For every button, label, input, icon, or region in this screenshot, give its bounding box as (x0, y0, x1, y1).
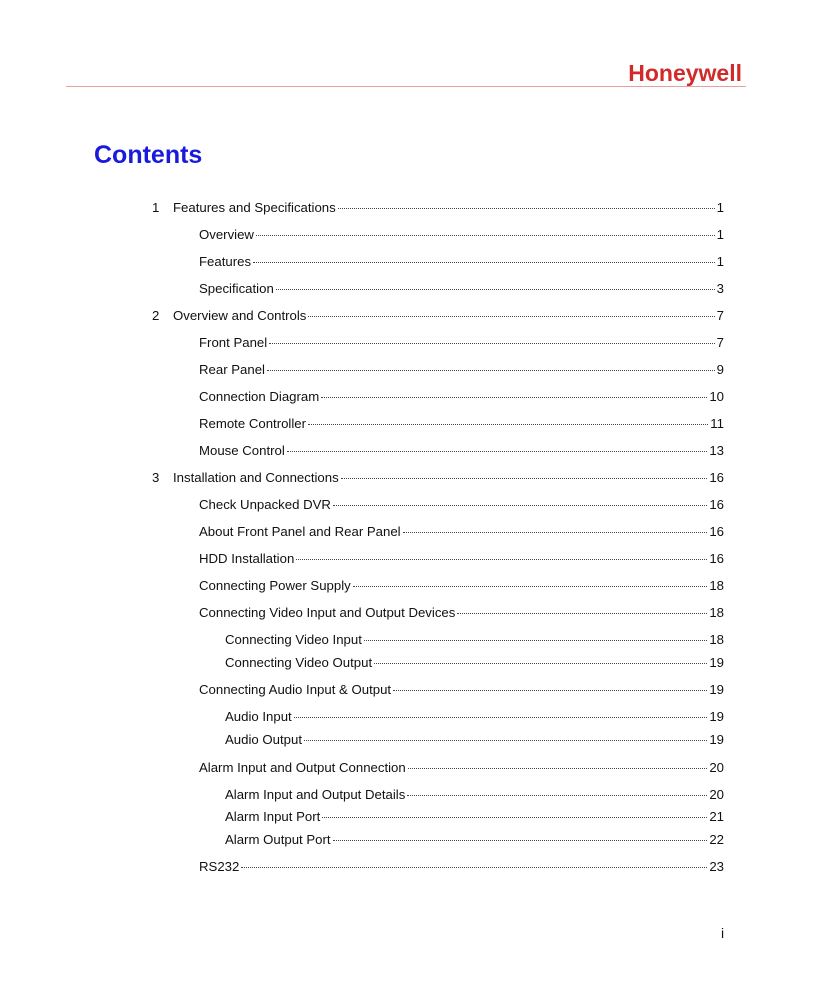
toc-entry-label: Remote Controller (199, 416, 307, 431)
toc-entry-page: 21 (709, 809, 724, 824)
toc-entry-page: 16 (709, 470, 724, 485)
toc-entry-page: 20 (709, 787, 724, 802)
toc-entry-label: About Front Panel and Rear Panel (199, 524, 401, 539)
toc-dot-leader (333, 840, 708, 841)
toc-entry-page: 1 (716, 200, 724, 215)
toc-entry[interactable] (152, 200, 724, 216)
toc-dot-leader (393, 690, 707, 691)
toc-entry[interactable] (199, 443, 724, 459)
toc-entry-page: 20 (709, 760, 724, 775)
toc-dot-leader (374, 663, 707, 664)
toc-entry[interactable] (199, 682, 724, 698)
toc-dot-leader (296, 559, 707, 560)
toc-entry[interactable] (225, 832, 724, 848)
toc-entry[interactable] (225, 809, 724, 825)
toc-entry-label: Alarm Input Port (225, 809, 321, 824)
toc-entry-page: 18 (709, 632, 724, 647)
toc-entry-page: 22 (709, 832, 724, 847)
toc-dot-leader (333, 505, 707, 506)
toc-entry-number: 3 (152, 470, 160, 485)
toc-entry-page: 16 (709, 524, 724, 539)
toc-dot-leader (321, 397, 707, 398)
toc-entry-page: 1 (716, 254, 724, 269)
toc-entry-page: 11 (710, 416, 724, 431)
toc-entry-page: 16 (709, 497, 724, 512)
toc-entry-page: 19 (709, 682, 724, 697)
toc-dot-leader (308, 424, 708, 425)
toc-entry-page: 10 (709, 389, 724, 404)
toc-entry-label: HDD Installation (199, 551, 295, 566)
toc-entry-page: 13 (709, 443, 724, 458)
toc-entry[interactable] (225, 787, 724, 803)
toc-entry-label: Rear Panel (199, 362, 265, 377)
toc-dot-leader (269, 343, 714, 344)
toc-entry-label: Connection Diagram (199, 389, 320, 404)
toc-entry-label: Overview (199, 227, 254, 242)
toc-dot-leader (353, 586, 708, 587)
toc-dot-leader (457, 613, 707, 614)
toc-dot-leader (256, 235, 715, 236)
toc-entry-number: 1 (152, 200, 160, 215)
toc-entry[interactable] (199, 416, 724, 432)
toc-entry[interactable] (199, 227, 724, 243)
toc-entry-label: Audio Input (225, 709, 292, 724)
toc-entry-page: 7 (716, 308, 724, 323)
page-title: Contents (94, 141, 203, 169)
toc-entry-page: 3 (716, 281, 724, 296)
toc-entry-page: 19 (709, 732, 724, 747)
toc-dot-leader (253, 262, 715, 263)
toc-dot-leader (403, 532, 708, 533)
toc-dot-leader (407, 795, 707, 796)
toc-entry-label: RS232 (199, 859, 240, 874)
toc-entry[interactable] (199, 760, 724, 776)
toc-entry-label: Front Panel (199, 335, 268, 350)
toc-entry-page: 18 (709, 605, 724, 620)
toc-entry-label: Mouse Control (199, 443, 285, 458)
toc-dot-leader (241, 867, 707, 868)
toc-entry-label: Connecting Video Input (225, 632, 362, 647)
toc-entry-label: Alarm Input and Output Connection (199, 760, 406, 775)
toc-entry-label: Features (199, 254, 252, 269)
toc-entry-label: Alarm Input and Output Details (225, 787, 406, 802)
toc-dot-leader (341, 478, 708, 479)
toc-entry[interactable] (199, 335, 724, 351)
toc-entry-label: Connecting Video Output (225, 655, 373, 670)
toc-entry-page: 1 (716, 227, 724, 242)
toc-entry[interactable] (199, 389, 724, 405)
toc-entry-page: 19 (709, 655, 724, 670)
toc-entry-page: 19 (709, 709, 724, 724)
toc-entry-page: 16 (709, 551, 724, 566)
toc-entry[interactable] (199, 551, 724, 567)
toc-entry[interactable] (225, 709, 724, 725)
toc-dot-leader (267, 370, 715, 371)
page-number: i (721, 925, 725, 941)
toc-entry-label: Connecting Power Supply (199, 578, 351, 593)
toc-dot-leader (304, 740, 707, 741)
toc-entry-label: Features and Specifications (173, 200, 336, 215)
toc-entry[interactable] (225, 655, 724, 671)
toc-dot-leader (322, 817, 707, 818)
toc-dot-leader (308, 316, 714, 317)
toc-entry-label: Specification (199, 281, 274, 296)
header-divider (66, 86, 746, 87)
toc-entry-label: Overview and Controls (173, 308, 307, 323)
toc-entry-label: Connecting Audio Input & Output (199, 682, 392, 697)
toc-entry-label: Installation and Connections (173, 470, 339, 485)
toc-dot-leader (408, 768, 708, 769)
toc-dot-leader (276, 289, 715, 290)
toc-entry[interactable] (199, 254, 724, 270)
toc-entry[interactable] (199, 578, 724, 594)
toc-dot-leader (364, 640, 707, 641)
toc-dot-leader (294, 717, 708, 718)
toc-entry-label: Check Unpacked DVR (199, 497, 331, 512)
toc-entry[interactable] (225, 632, 724, 648)
toc-entry-label: Connecting Video Input and Output Devices (199, 605, 456, 620)
toc-entry-page: 9 (716, 362, 724, 377)
toc-entry[interactable] (199, 497, 724, 513)
toc-entry[interactable] (152, 470, 724, 486)
toc-entry[interactable] (199, 362, 724, 378)
toc-entry[interactable] (199, 281, 724, 297)
toc-entry-label: Alarm Output Port (225, 832, 331, 847)
toc-entry[interactable] (199, 524, 724, 540)
toc-entry-page: 18 (709, 578, 724, 593)
toc-entry-number: 2 (152, 308, 160, 323)
toc-entry[interactable] (152, 308, 724, 324)
toc-entry-page: 23 (709, 859, 724, 874)
toc-entry-page: 7 (716, 335, 724, 350)
toc-dot-leader (287, 451, 708, 452)
toc-entry[interactable] (199, 859, 724, 875)
toc-entry[interactable] (199, 605, 724, 621)
honeywell-logo: Honeywell (628, 60, 742, 86)
toc-entry[interactable] (225, 732, 724, 748)
toc-entry-label: Audio Output (225, 732, 302, 747)
toc-dot-leader (338, 208, 715, 209)
